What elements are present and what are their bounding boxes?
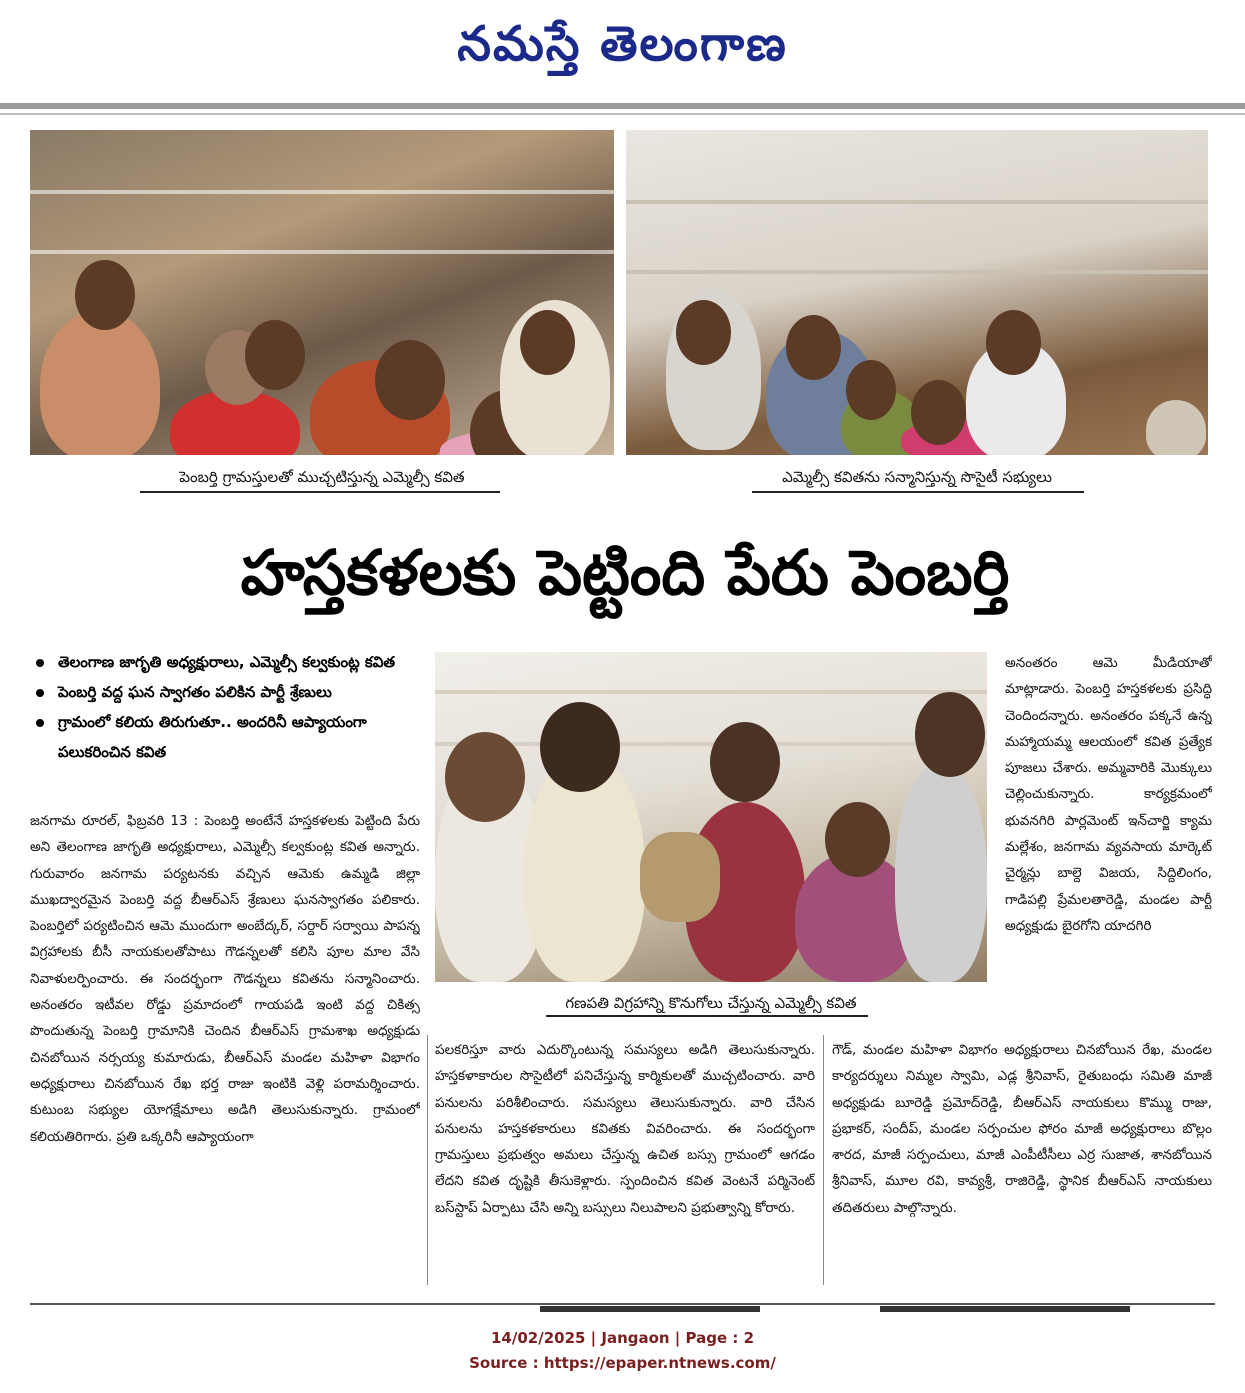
bullet-icon [36,689,44,697]
newspaper-title: నమస్తే తెలంగాణ [457,16,788,72]
cropped-next-headline [880,1306,1130,1312]
photo-ganesh-idol [435,652,987,982]
article-column-1: జనగామ రూరల్‌, ఫిబ్రవరి 13 : పెంబర్తి అంటేనే హస్తకళలకు పెట్టింది పేరు అని తెలంగాణ జాగృతి అధ్యక్షురాలు, ఎమ్మెల్సీ కల్వకుంట్ల కవిత అన్నారు. గురువారం జనగామ పర్యటనకు వచ్చిన ఆమెకు ఉమ్మడి జిల్లా ముఖద్వారమైన పెంబర్తి వద్ద బీఆర్‌ఎస్‌ శ్రేణులు ఘనస్వాగతం పలికారు. పెంబర్తిలో పర్యటించిన ఆమె ముందుగా అంబేద్కర్‌, సర్దార్‌ సర్వాయి పాపన్న విగ్రహాలకు బీసీ నాయకులతోపాటు గౌడన్నలతో కలిసి పూల మాల వేసి నివాళులర్పించారు. ఈ సందర్భంగా గౌడన్నలు కవితను సన్మానించారు. అనంతరం ఇటీవల రోడ్డు ప్రమాదంలో గాయపడి ఇంటి వద్ద చికిత్స పొందుతున్న పెంబర్తి గ్రామానికి చెందిన బీఆర్‌ఎస్‌ గ్రామశాఖ అధ్యక్షుడు చినబోయిన నర్సయ్య కుమారుడు, బీఆర్‌ఎస్‌ మండల మహిళా విభాగం అధ్యక్షురాలు చినబోయిన రేఖ భర్త రాజు ఇంటికి వెళ్లి పరామర్శించారు. కుటుంబ సభ్యుల యోగక్షేమాలు అడిగి తెలుసుకున్నారు. గ్రామంలో కలియతిరిగారు. ప్రతి ఒక్కరినీ ఆప్యాయంగా [30,813,420,1145]
column-divider [823,1035,824,1285]
bullet-item: తెలంగాణ జాగృతి అధ్యక్షురాలు, ఎమ్మెల్సీ కల్వకుంట్ల కవిత [30,647,425,677]
photo-villagers [30,130,614,455]
headline: హస్తకళలకు పెట్టింది పేరు పెంబర్తి [240,536,1010,609]
column-divider [427,1035,428,1285]
photo-caption-villagers: పెంబర్తి గ్రామస్తులతో ముచ్చటిస్తున్న ఎమ్మెల్సీ కవిత [179,468,465,486]
photo-felicitation [626,130,1208,455]
caption-rule [140,491,500,493]
bullet-icon [36,719,44,727]
masthead [0,0,1245,100]
article-column-3-top: అనంతరం ఆమె మీడియాతో మాట్లాడారు. పెంబర్తి హస్తకళలకు ప్రసిద్ధి చెందిందన్నారు. అనంతరం పక్కనే ఉన్న మహ్మాయమ్మ ఆలయంలో కవిత ప్రత్యేక పూజలు చేశారు. అమ్మవారికి మొక్కులు చెల్లించుకున్నారు. కార్యక్రమంలో భువనగిరి పార్లమెంట్‌ ఇన్‌చార్జి క్యామ మల్లేశం, జనగామ వ్యవసాయ మార్కెట్‌ చైర్మన్లు బాల్దె విజయ, సిద్దిలింగం, గాడిపల్లి ప్రేమలతారెడ్డి, మండల పార్టీ అధ్యక్షుడు బైరగోని యాదగిరి [1005,655,1212,934]
bullet-item: గ్రామంలో కలియ తిరుగుతూ.. అందరినీ ఆప్యాయంగా పలుకరించిన కవిత [30,707,425,767]
footer-date-line: 14/02/2025 | Jangaon | Page : 2 [490,1329,755,1347]
article-column-3-bottom: గౌడ్‌, మండల మహిళా విభాగం అధ్యక్షురాలు చినబోయిన రేఖ, మండల కార్యదర్శులు నిమ్మల స్వామి, ఎడ్ల శ్రీనివాస్‌, రైతుబంధు సమితి మాజీ అధ్యక్షుడు బూరెడ్డి ప్రమోద్‌రెడ్డి, బీఆర్‌ఎస్‌ నాయకులు కొమ్ము రాజు, ప్రభాకర్‌, సందీప్‌, మండల సర్పంచుల ఫోరం మాజీ అధ్యక్షురాలు బొల్లం శారద, మాజీ సర్పంచులు, మాజీ ఎంపీటీసీలు ఎర్ర సుజాత, శానబోయిన శ్రీనివాస్‌, మూల రవి, కావ్యశ్రీ, రాజిరెడ్డి, స్థానిక బీఆర్‌ఎస్‌ నాయకులు తదితరులు పాల్గొన్నారు. [832,1042,1212,1216]
highlight-bullets [30,647,425,767]
footer-source-line: Source : https://epaper.ntnews.com/ [469,1354,776,1372]
bullet-icon [36,659,44,667]
masthead-rule-thin [0,113,1245,115]
page-bottom-rule [30,1303,1215,1305]
bullet-item: పెంబర్తి వద్ద ఘన స్వాగతం పలికిన పార్టీ శ్రేణులు [30,677,425,707]
photo-caption-felicitation: ఎమ్మెల్సీ కవితను సన్మానిస్తున్న సొసైటీ సభ్యులు [782,468,1052,486]
masthead-rule [0,103,1245,109]
caption-rule [752,491,1084,493]
photo-caption-ganesh-idol: గణపతి విగ్రహాన్ని కొనుగోలు చేస్తున్న ఎమ్మెల్సీ కవిత [565,994,857,1012]
article-column-2: పలకరిస్తూ వారు ఎదుర్కొంటున్న సమస్యలు అడిగి తెలుసుకున్నారు. హస్తకళాకారుల సొసైటీలో పనిచేస్తున్న కార్మికులతో ముచ్చటించారు. వారి పనులను పరిశీలించారు. సమస్యలు తెలుసుకున్నారు. వారి చేసిన పనులను హస్తకళకారులు కవితకు వివరించారు. ఈ సందర్భంగా గ్రామస్తులు ప్రభుత్వం అమలు చేస్తున్న ఉచిత బస్సు గ్రామంలో ఆగడం లేదని కవిత దృష్టికి తీసుకెళ్లారు. స్పందించిన కవిత వెంటనే పర్మినెంట్‌ బస్‌స్టాప్‌ ఏర్పాటు చేసి అన్ని బస్సులు నిలుపాలని ప్రభుత్వాన్ని కోరారు. [435,1042,815,1216]
cropped-next-headline [540,1306,760,1312]
